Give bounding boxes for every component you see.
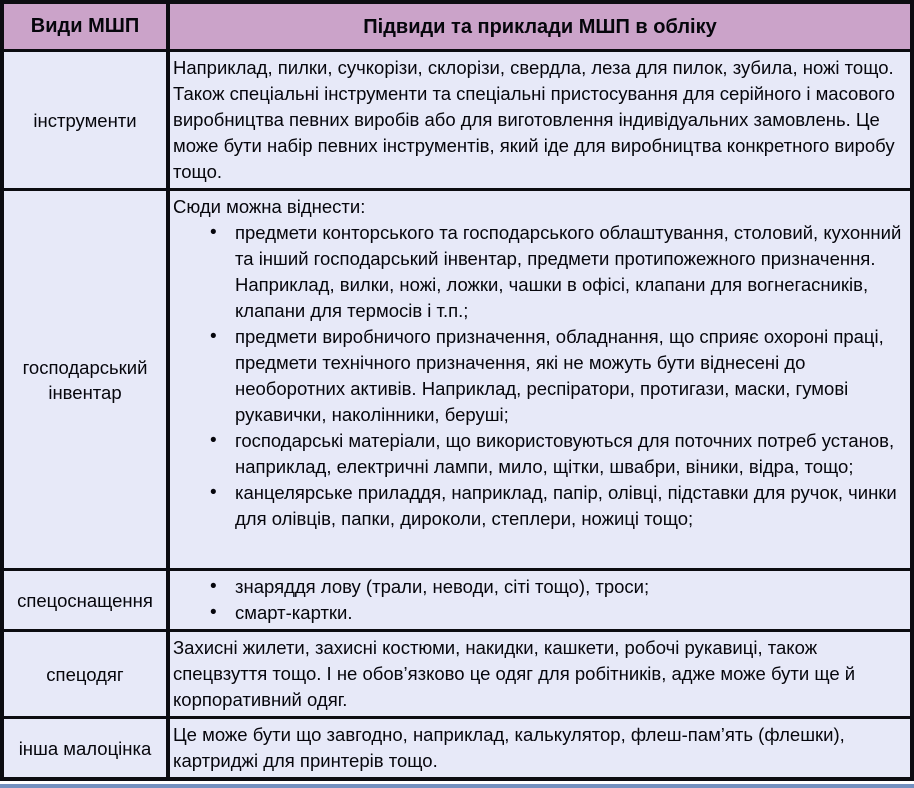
header-cell-types [4, 4, 170, 49]
type-cell [4, 571, 170, 629]
cell-paragraph: Це може бути що завгодно, наприклад, калькулятор, флеш-пам’ять (флешки), картриджі для принтерів тощо. [173, 724, 845, 771]
table-row-specclothes [4, 629, 910, 716]
bullet-item: • знаряддя лову (трали, неводи, сіті тощо), троси; [235, 574, 904, 600]
type-cell [4, 191, 170, 568]
content-cell [170, 632, 910, 716]
table-row-specequip [4, 568, 910, 629]
table-row-other [4, 716, 910, 777]
type-label: господарський інвентар [22, 356, 148, 403]
bullet-item: • предмети конторського та господарського облаштування, столовий, кухонний та інший господарський інвентар, предмети протипожежного призначення. Наприклад, вилки, ножі, ложки, чашки в офісі, клапани для вогнегасників, клапани для термосів і т.п.; [235, 220, 904, 324]
content-cell [170, 571, 910, 629]
header-types-label: Види МШП [30, 15, 140, 37]
content-cell [170, 191, 910, 568]
table-row-instruments [4, 49, 910, 188]
bullet-item: • предмети виробничого призначення, обладнання, що сприяє охороні праці, предмети технічного призначення, які не можуть бути віднесені до необоротних активів. Наприклад, респіратори, протигази, маски, гумові рукавички, наколінники, беруші; [235, 324, 904, 428]
content-cell [170, 52, 910, 188]
type-cell [4, 632, 170, 716]
bullet-item: • господарські матеріали, що використовуються для поточних потреб установ, наприклад, електричні лампи, мило, щітки, швабри, віники, відра, тощо; [235, 428, 904, 480]
cell-paragraph: Захисні жилети, захисні костюми, накидки, кашкети, робочі рукавиці, також спецвзуття тощо. І не обов’язково це одяг для робітників, адже може бути ще й корпоративний одяг. [173, 637, 856, 710]
type-label: спецоснащення [17, 589, 153, 611]
cell-paragraph: Наприклад, пилки, сучкорізи, склорізи, свердла, леза для пилок, зубила, ножі тощо. Також спеціальні інструменти та спеціальні пристосування для серійного і масового виробництва певних виробів або для виготовлення індивідуальних замовлень. Це може бути набір певних інструментів, який іде для виробництва конкретного виробу тощо. [173, 57, 895, 182]
content-cell [170, 719, 910, 777]
bullet-item: • канцелярське приладдя, наприклад, папір, олівці, підставки для ручок, чинки для олівців, папки, дироколи, степлери, ножиці тощо; [235, 480, 904, 532]
bullet-list [173, 220, 904, 532]
type-cell [4, 52, 170, 188]
header-cell-examples [170, 4, 910, 49]
table-header-row [4, 4, 910, 49]
table-row-inventory [4, 188, 910, 568]
type-label: інструменти [33, 109, 137, 131]
bullet-list [173, 574, 904, 626]
type-label: інша малоцінка [18, 737, 152, 759]
type-cell [4, 719, 170, 777]
cell-intro: Сюди можна віднести: [173, 196, 366, 217]
type-label: спецодяг [46, 663, 124, 685]
accent-underline [0, 784, 914, 788]
bullet-item: • смарт-картки. [235, 600, 904, 626]
header-examples-label: Підвиди та приклади МШП в обліку [363, 15, 717, 38]
